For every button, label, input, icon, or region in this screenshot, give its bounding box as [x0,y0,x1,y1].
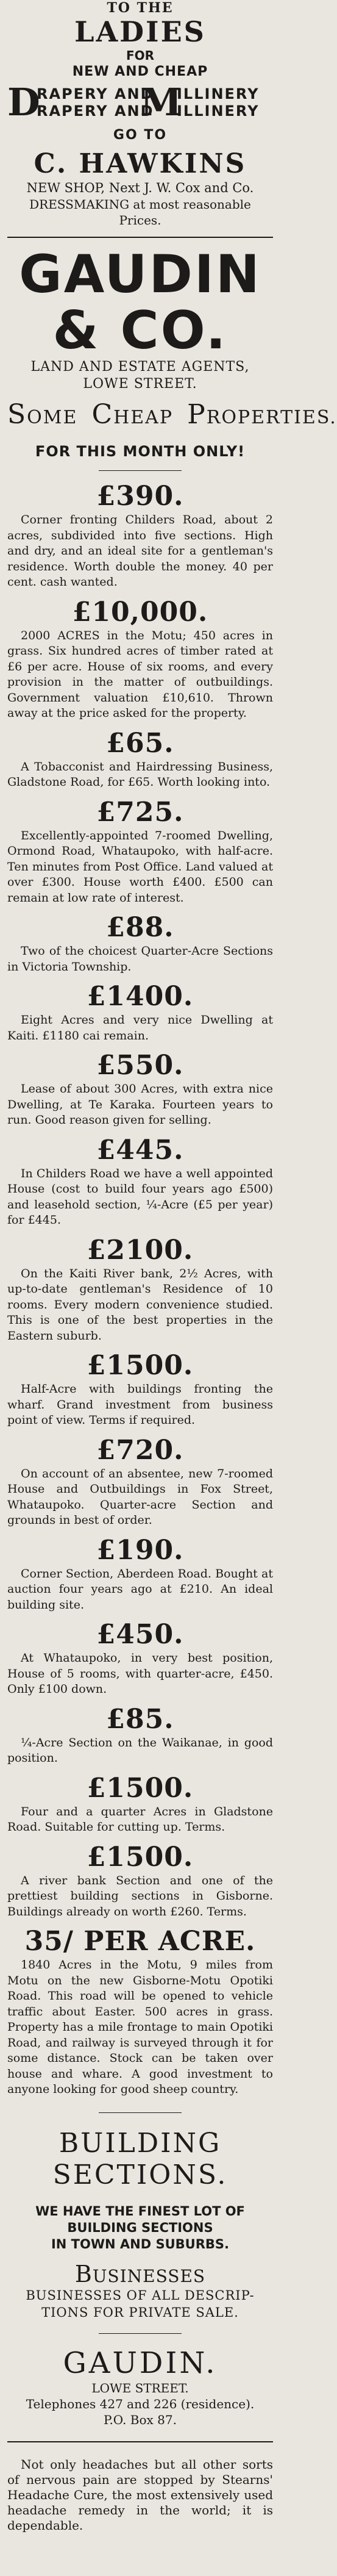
listing-price: £10,000. [72,596,208,628]
footer-street: LOWE STREET. [91,2380,189,2395]
listing-price: £190. [96,1534,184,1566]
listing-price: £445. [96,1134,184,1166]
listing-description: 2000 ACRES in the Motu; 450 acres in grass. Six hundred acres of timber rated at £6 per acre. House of six rooms, and every provision in the matter of outbuildings. Government valuation £10,610. Thrown away at the price asked for the property. [7,628,273,720]
listing-price: £1500. [87,1772,194,1804]
hawkins-advertisement [7,0,273,228]
for-line: FOR [126,48,155,63]
divider [7,2441,273,2442]
millinery-line-2: ILLINERY [177,102,260,120]
listing [7,981,273,1044]
listing-description: Excellently-appointed 7-roomed Dwelling, Ormond Road, Whataupoko, with half-acre. Ten minutes from Post Office. Land valued at over £300. House worth £400. £500 can remain at low rate of interest. [7,828,273,905]
listing-description: Two of the choicest Quarter-Acre Sections in Victoria Township. [7,944,273,974]
per-acre-price: 35/ PER ACRE. [24,1926,256,1957]
listing [7,1704,273,1767]
to-the-heading: TO THE [107,0,174,16]
listing-price: £450. [96,1619,184,1650]
listing-price: £85. [106,1703,174,1735]
listing [7,1435,273,1529]
listing [7,912,273,975]
listing-price: £88. [106,912,174,943]
drapery-line-1: RAPERY AND [37,85,154,102]
listing-price: £390. [96,481,184,512]
hawkins-name: C. HAWKINS [34,148,247,179]
drapery-initial: D [7,80,40,124]
listing-description: On the Kaiti River bank, 2½ Acres, with up-to-date gentleman's Residence of 10 rooms. Every modern convenience studied. This is one of the best properties in the Eastern suburb. [7,1266,273,1343]
divider [99,2333,182,2334]
land-agents-line: LAND AND ESTATE AGENTS, [30,359,250,375]
new-shop-line: NEW SHOP, Next J. W. Cox and Co. [26,181,254,195]
listing-description: Half-Acre with buildings fronting the wharf. Grand investment from business point of view. Terms if required. [7,1382,273,1427]
listing-description: ¼-Acre Section on the Waikanae, in good position. [7,1735,273,1765]
listing-description: Corner Section, Aberdeen Road. Bought at auction four years ago at £210. An ideal building site. [7,1566,273,1612]
listing [7,728,273,791]
sections-title: SECTIONS. [52,2159,228,2190]
finest-line-2: BUILDING SECTIONS [67,2220,213,2235]
listing [7,1135,273,1229]
listing-price: £725. [96,796,184,828]
stearns-text: Not only headaches but all other sorts of nervous pain are stopped by Stearns' Headache Cure, the most extensively used headache remedy in the world; it is dependable. [7,2456,273,2533]
gaudin-company-name: GAUDIN & CO. [19,244,261,361]
drapery-millinery-block [7,80,273,124]
property-listings [7,481,273,1920]
listing [7,1235,273,1344]
listing-price: £720. [96,1434,184,1466]
listing-description: A river bank Section and one of the prettiest building sections in Gisborne. Buildings already on worth £260. Terms. [7,1873,273,1918]
listing [7,1350,273,1429]
listing [7,1619,273,1698]
gaudin-footer [7,2346,273,2428]
per-acre-listing [7,1926,273,2098]
listing-description: Eight Acres and very nice Dwelling at Kaiti. £1180 cai remain. [7,1013,273,1042]
millinery-initial: M [140,80,182,124]
this-month-heading: FOR THIS MONTH ONLY! [35,443,246,460]
listing-description: On account of an absentee, new 7-roomed House and Outbuildings in Fox Street, Whataupoko. Quarter-acre Section and grounds in best of order. [7,1466,273,1527]
listing [7,481,273,590]
businesses-heading: BUSINESSES [74,2260,206,2287]
footer-po-box: P.O. Box 87. [104,2412,177,2427]
dressmaking-line-2: Prices. [119,213,161,228]
listing [7,1773,273,1835]
divider [7,237,273,238]
millinery-line-1: ILLINERY [177,85,260,102]
listing-description: Lease of about 300 Acres, with extra nice Dwelling, at Te Karaka. Fourteen years to run. Good reason given for selling. [7,1082,273,1127]
new-cheap-line: NEW AND CHEAP [72,64,208,79]
listing-description: In Childers Road we have a well appointed House (cost to build four years ago £500) and leasehold section, ¼-Acre (£5 per year) for £445. [7,1166,273,1227]
per-acre-description: 1840 Acres in the Motu, 9 miles from Motu on the new Gisborne-Motu Opotiki Road. This road will be opened to vehicle traffic about Easter. 500 acres in grass. Property has a mile frontage to main Opotiki Road, and railway is surveyed through it for some distance. Stock can be taken over house and whare. A good investment to anyone looking for good sheep country. [7,1958,273,2096]
gaudin-footer-name: GAUDIN. [63,2345,218,2380]
gaudin-header [7,244,337,461]
listing-description: Four and a quarter Acres in Gladstone Road. Suitable for cutting up. Terms. [7,1804,273,1834]
listing [7,1050,273,1128]
businesses-line-2: TIONS FOR PRIVATE SALE. [41,2305,239,2320]
divider [99,2112,182,2113]
listing [7,597,273,722]
lowe-street-line: LOWE STREET. [83,376,197,392]
listing [7,797,273,906]
footer-telephones: Telephones 427 and 226 (residence). [26,2396,255,2411]
listing [7,1842,273,1920]
dressmaking-line-1: DRESSMAKING at most reasonable [29,197,251,212]
building-title: BUILDING [59,2127,222,2159]
listing [7,1535,273,1613]
building-sections-ad [7,2128,273,2321]
listing-price: £1500. [87,1841,194,1873]
finest-line-3: IN TOWN AND SUBURBS. [51,2236,229,2251]
listing-price: £1500. [87,1350,194,1381]
go-to-line: GO TO [113,127,168,143]
ladies-heading: LADIES [74,15,206,48]
listing-description: At Whataupoko, in very best position, House of 5 rooms, with quarter-acre, £450. Only £100 down. [7,1651,273,1696]
some-cheap-properties-heading: SOME CHEAP PROPERTIES. [7,399,337,430]
stearns-advertisement [7,2457,273,2533]
listing-price: £550. [96,1050,184,1081]
businesses-line-1: BUSINESSES OF ALL DESCRIP- [26,2287,255,2303]
drapery-line-2: RAPERY AND [37,102,154,120]
divider [99,470,182,471]
finest-line-1: WE HAVE THE FINEST LOT OF [35,2203,245,2219]
listing-price: £1400. [87,981,194,1012]
listing-price: £65. [106,727,174,759]
listing-price: £2100. [87,1234,194,1266]
listing-description: A Tobacconist and Hairdressing Business, Gladstone Road, for £65. Worth looking into. [7,759,273,789]
listing-description: Corner fronting Childers Road, about 2 acres, subdivided into five sections. High and dry, and an ideal site for a gentleman's residence. Worth double the money. 40 per cent. cash wanted. [7,513,273,589]
